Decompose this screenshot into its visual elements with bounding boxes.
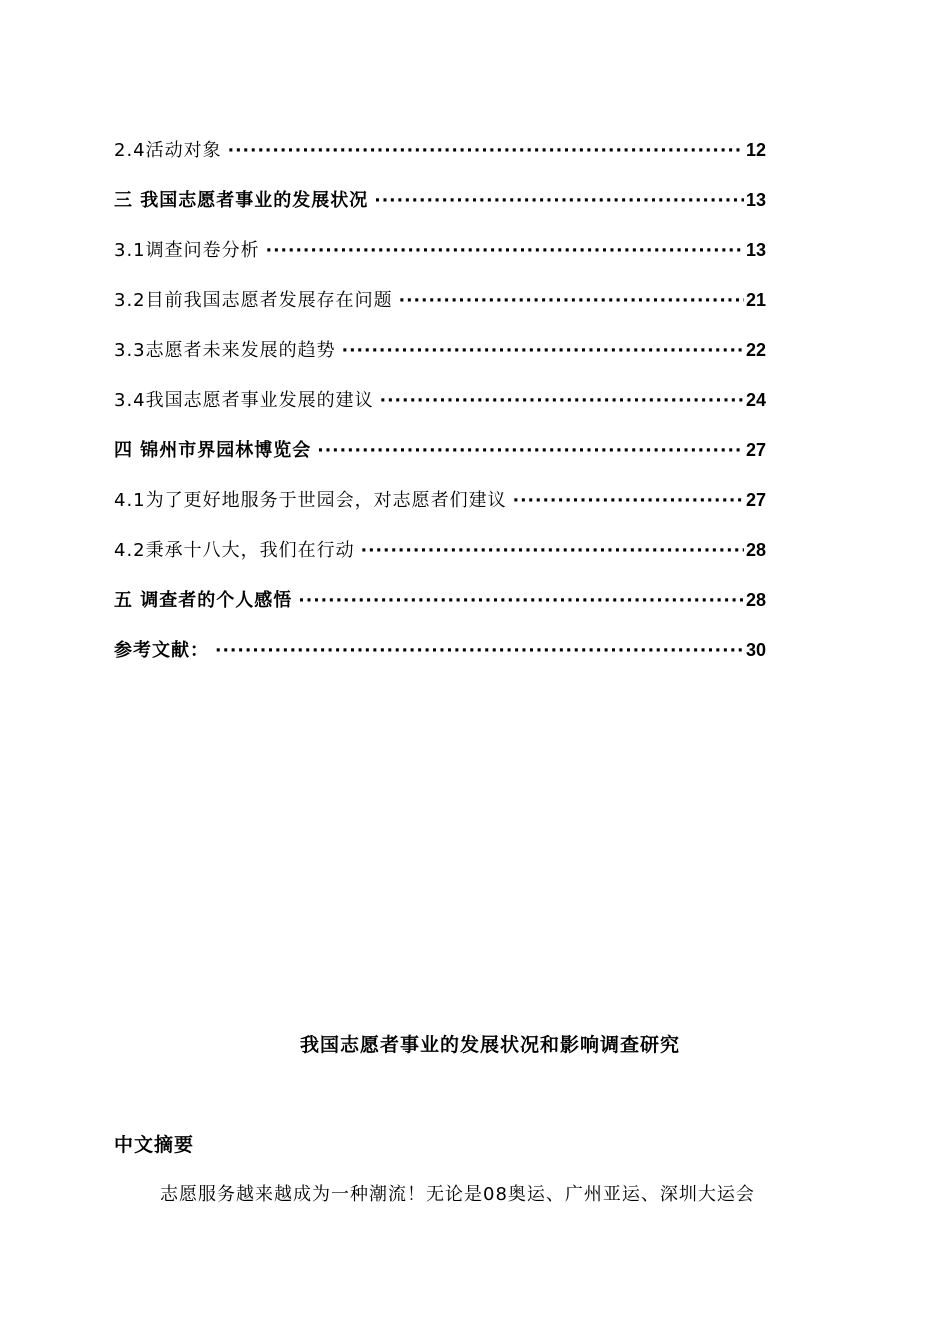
toc-entry-title: 4.2秉承十八大，我们在行动 [114, 540, 355, 561]
abstract-paragraph: 志愿服务越来越成为一种潮流！无论是08奥运、广州亚运、深圳大运会 [160, 1184, 755, 1205]
toc-page-number: 28 [745, 590, 766, 610]
toc-page-number: 27 [745, 440, 766, 460]
toc-leader-dots [374, 181, 744, 221]
toc-page-number: 21 [745, 290, 766, 310]
toc-page-number: 13 [745, 190, 766, 210]
abstract-heading: 中文摘要 [114, 1134, 195, 1156]
toc-page-number: 22 [745, 340, 766, 360]
toc-leader-dots [298, 581, 744, 621]
toc-leader-dots [513, 481, 744, 521]
toc-entry-title: 3.2目前我国志愿者发展存在问题 [114, 290, 393, 311]
toc-leader-dots [266, 231, 744, 271]
toc-leader-dots [215, 631, 744, 671]
toc-leader-dots [317, 431, 744, 471]
toc-leader-dots [228, 131, 744, 171]
toc-entry-title: 4.1为了更好地服务于世园会，对志愿者们建议 [114, 490, 507, 511]
toc-leader-dots [399, 281, 744, 321]
toc-entry-chapter-3 [114, 180, 766, 230]
document-title: 我国志愿者事业的发展状况和影响调查研究 [300, 1034, 681, 1056]
toc-entry-title: 五 调查者的个人感悟 [114, 590, 293, 611]
toc-entry-chapter-4 [114, 430, 766, 480]
toc-page-number: 12 [745, 140, 766, 160]
toc-entry-references [114, 630, 766, 680]
toc-entry-title: 四 锦州市界园林博览会 [114, 440, 312, 461]
toc-entry-title: 2.4活动对象 [114, 140, 222, 161]
toc-entry-4-2 [114, 530, 766, 580]
toc-page-number: 13 [745, 240, 766, 260]
toc-entry-3-2 [114, 280, 766, 330]
toc-leader-dots [361, 531, 744, 571]
toc-entry-title: 参考文献： [114, 640, 209, 661]
toc-leader-dots [380, 381, 744, 421]
toc-entry-title: 3.1调查问卷分析 [114, 240, 260, 261]
toc-entry-3-4 [114, 380, 766, 430]
toc-entry-3-3 [114, 330, 766, 380]
toc-page-number: 24 [745, 390, 766, 410]
toc-entry-2-4 [114, 130, 766, 180]
toc-entry-title: 3.4我国志愿者事业发展的建议 [114, 390, 374, 411]
toc-page-number: 30 [745, 640, 766, 660]
toc-page-number: 28 [745, 540, 766, 560]
toc-entry-title: 三 我国志愿者事业的发展状况 [114, 190, 369, 211]
toc-entry-chapter-5 [114, 580, 766, 630]
table-of-contents [114, 130, 766, 680]
toc-entry-title: 3.3志愿者未来发展的趋势 [114, 340, 336, 361]
toc-entry-4-1 [114, 480, 766, 530]
toc-page-number: 27 [745, 490, 766, 510]
toc-entry-3-1 [114, 230, 766, 280]
toc-leader-dots [342, 331, 744, 371]
